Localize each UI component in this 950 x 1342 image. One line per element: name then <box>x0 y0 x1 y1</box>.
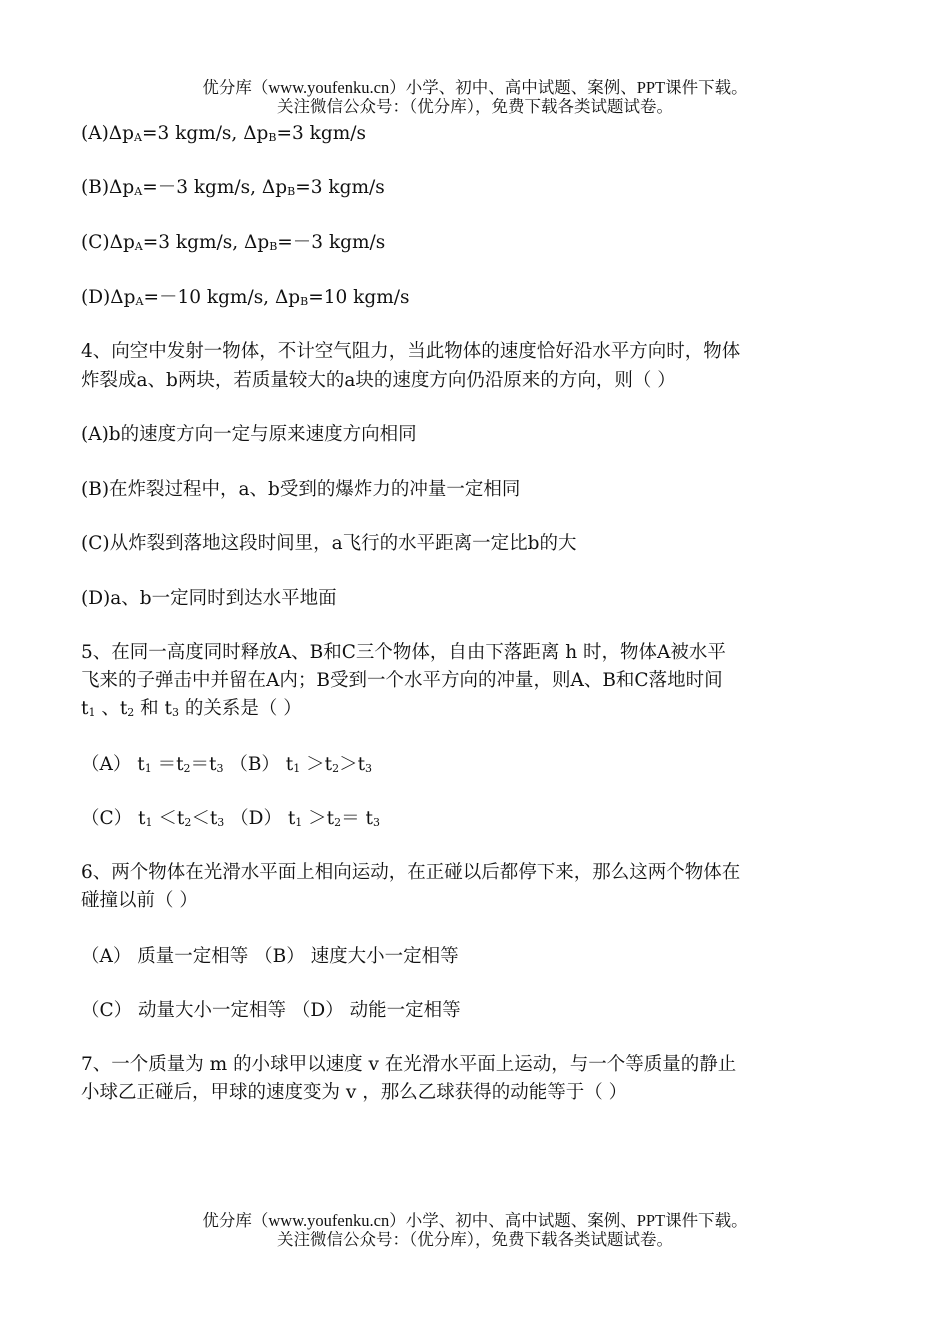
q5-stem-line-2: 飞来的子弹击中并留在A内；B受到一个水平方向的冲量，则A、B和C落地时间 <box>81 670 723 691</box>
q4-option-a: (A)b的速度方向一定与原来速度方向相同 <box>81 424 417 445</box>
q6-options-ab: （A） 质量一定相等 （B） 速度大小一定相等 <box>81 946 459 967</box>
q4-option-c: (C)从炸裂到落地这段时间里，a飞行的水平距离一定比b的大 <box>81 533 577 554</box>
q6-stem-line-1: 6、两个物体在光滑水平面上相向运动，在正碰以后都停下来，那么这两个物体在 <box>81 862 741 883</box>
q7-stem-line-1: 7、一个质量为 m 的小球甲以速度 v 在光滑水平面上运动，与一个等质量的静止 <box>81 1054 737 1075</box>
q3-option-a: $(A)\Delta p_A=3$ kgm/s, $\Delta p_B=3$ kgm/s <box>81 123 366 144</box>
header-line-2: 关注微信公众号：（优分库），免费下载各类试题试卷。 <box>277 97 673 116</box>
q3-option-b: $(B)\Delta p_A=-3$ kgm/s, $\Delta p_B=3$ kgm/s <box>81 177 385 198</box>
q5-stem-line-1: 5、在同一高度同时释放A、B和C三个物体，自由下落距离 h 时，物体A被水平 <box>81 642 726 663</box>
page-footer <box>0 1211 950 1249</box>
q6-options-cd: （C） 动量大小一定相等 （D） 动能一定相等 <box>81 1000 461 1021</box>
q7-stem-line-2: 小球乙正碰后，甲球的速度变为 v ，那么乙球获得的动能等于（ ） <box>81 1082 628 1103</box>
q5-options-ab: （A） $t_1 =t_2=t_3$ （B） $t_1 >t_2>t_3$ <box>81 754 373 775</box>
q6-stem-line-2: 碰撞以前（ ） <box>81 890 198 911</box>
header-line-1: 优分库（www.youfenku.cn）小学、初中、高中试题、案例、PPT课件下载。 <box>202 78 748 97</box>
q4-stem-line-1: 4、向空中发射一物体，不计空气阻力，当此物体的速度恰好沿水平方向时，物体 <box>81 341 741 362</box>
q4-option-b: (B)在炸裂过程中，a、b受到的爆炸力的冲量一定相同 <box>81 479 521 500</box>
q3-option-d: $(D)\Delta p_A=-10$ kgm/s, $\Delta p_B=10$ kgm/s <box>81 287 410 308</box>
q5-stem-line-3: $t_1$ 、$t_2$ 和 $t_3$ 的关系是（ ） <box>81 698 302 719</box>
q3-option-c: $(C)\Delta p_A=3$ kgm/s, $\Delta p_B=-3$ kgm/s <box>81 232 386 253</box>
footer-line-1: 优分库（www.youfenku.cn）小学、初中、高中试题、案例、PPT课件下载。 <box>202 1211 748 1230</box>
q4-option-d: (D)a、b一定同时到达水平地面 <box>81 588 337 609</box>
page-header <box>0 78 950 116</box>
footer-line-2: 关注微信公众号：（优分库），免费下载各类试题试卷。 <box>277 1230 673 1249</box>
q5-options-cd: （C） $t_1 <t_2<t_3$ （D） $t_1 >t_2= t_3$ <box>81 808 380 829</box>
q4-stem-line-2: 炸裂成a、b两块，若质量较大的a块的速度方向仍沿原来的方向，则（ ） <box>81 370 676 391</box>
